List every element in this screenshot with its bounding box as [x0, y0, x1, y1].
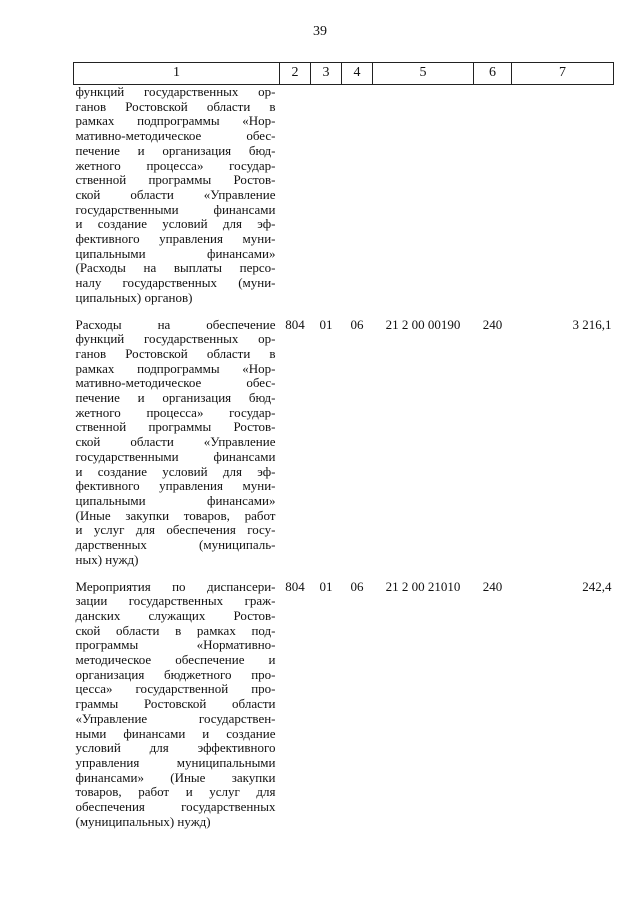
amount-value: 242,4	[582, 578, 612, 594]
amount-value: 3 216,1	[572, 316, 612, 332]
description-line: жетного процесса» государ-	[75, 404, 276, 420]
description-line: рамках подпрограммы «Нор-	[75, 113, 276, 129]
description-line: функций государственных ор-	[75, 84, 276, 99]
description-line: (Иные закупки товаров, работ	[75, 507, 276, 523]
row-description	[74, 318, 280, 568]
row-spacer-cell	[74, 306, 614, 318]
description-line: мативно-методическое обес-	[75, 375, 276, 391]
description-line: финансами» (Иные закупки	[75, 769, 276, 785]
column-header-4: 4	[342, 63, 373, 85]
description-line: товаров, работ и услуг для	[75, 784, 276, 800]
table-row	[74, 580, 614, 830]
description-line: ственной программы Ростов-	[75, 419, 276, 435]
target-article-code: 21 2 00 21010	[385, 578, 461, 594]
description-line: мативно-методическое обес-	[75, 128, 276, 144]
section-code	[280, 85, 311, 306]
description-line: ской области «Управление	[75, 186, 276, 202]
description-line: дарственных (муниципаль-	[75, 537, 276, 553]
description-line: ганов Ростовской области в	[75, 98, 276, 114]
description-line: печение и организация бюд-	[75, 142, 276, 158]
description-line: граммы Ростовской области	[75, 696, 276, 712]
description-line: ственной программы Ростов-	[75, 172, 276, 188]
section-code: 804	[285, 578, 305, 594]
description-line: цесса» государственной про-	[75, 681, 276, 697]
description-line: и услуг для обеспечения госу-	[75, 522, 276, 538]
description-line: налу государственных (муни-	[75, 275, 276, 291]
description-line: и создание условий для эф-	[75, 216, 276, 232]
description-line: государственными финансами	[75, 448, 276, 464]
description-line: жетного процесса» государ-	[75, 157, 276, 173]
description-line: фективного управления муни-	[75, 231, 276, 247]
column-header-6: 6	[474, 63, 512, 85]
description-line: и создание условий для эф-	[75, 463, 276, 479]
description-line: печение и организация бюд-	[75, 390, 276, 406]
description-line: ской области в рамках под-	[75, 622, 276, 638]
description-line: государственными финансами	[75, 201, 276, 217]
description-line: ципальными финансами»	[75, 492, 276, 508]
description-line: ской области «Управление	[75, 434, 276, 450]
description-line: зации государственных граж-	[75, 593, 276, 609]
column-header-1: 1	[74, 63, 280, 85]
description-line: обеспечения государственных	[75, 799, 276, 815]
subchapter-code	[342, 85, 373, 306]
description-line: организация бюджетного про-	[75, 666, 276, 682]
chapter-code: 01	[319, 316, 333, 332]
amount-value	[512, 85, 614, 306]
target-article-code	[373, 85, 474, 306]
description-line: (Расходы на выплаты персо-	[75, 260, 276, 276]
page-number: 39	[313, 24, 327, 39]
column-header-5: 5	[373, 63, 474, 85]
expense-type-code: 240	[482, 578, 503, 594]
description-line: методическое обеспечение и	[75, 652, 276, 668]
row-spacer-cell	[74, 568, 614, 580]
description-line: рамках подпрограммы «Нор-	[75, 360, 276, 376]
chapter-code: 01	[319, 578, 333, 594]
description-line: ципальных) органов)	[75, 289, 193, 305]
description-line: Мероприятия по диспансери-	[75, 578, 276, 594]
table-row	[74, 85, 614, 306]
description-line: ных) нужд)	[75, 551, 139, 567]
description-line: Расходы на обеспечение	[75, 316, 276, 332]
column-header-2: 2	[280, 63, 311, 85]
description-line: ганов Ростовской области в	[75, 345, 276, 361]
description-line: «Управление государствен-	[75, 710, 276, 726]
expense-type-code: 240	[482, 316, 503, 332]
column-header-3: 3	[311, 63, 342, 85]
subchapter-code: 06	[350, 316, 364, 332]
row-description	[74, 85, 280, 306]
description-line: ными финансами и создание	[75, 725, 276, 741]
section-code: 804	[285, 316, 305, 332]
description-line: (муниципальных) нужд)	[75, 813, 211, 829]
description-line: данских служащих Ростов-	[75, 607, 276, 623]
table-body	[74, 85, 614, 830]
row-spacer	[74, 568, 614, 580]
table-row	[74, 318, 614, 568]
description-line: ципальными финансами»	[75, 245, 276, 261]
row-spacer	[74, 306, 614, 318]
target-article-code: 21 2 00 00190	[385, 316, 461, 332]
description-line: функций государственных ор-	[75, 331, 276, 347]
table-header-row	[74, 63, 614, 85]
budget-table	[73, 62, 614, 829]
description-line: программы «Нормативно-	[75, 637, 276, 653]
description-line: управления муниципальными	[75, 754, 276, 770]
subchapter-code: 06	[350, 578, 364, 594]
row-description	[74, 580, 280, 830]
description-line: фективного управления муни-	[75, 478, 276, 494]
column-header-7: 7	[512, 63, 614, 85]
description-line: условий для эффективного	[75, 740, 276, 756]
expense-type-code	[474, 85, 512, 306]
chapter-code	[311, 85, 342, 306]
